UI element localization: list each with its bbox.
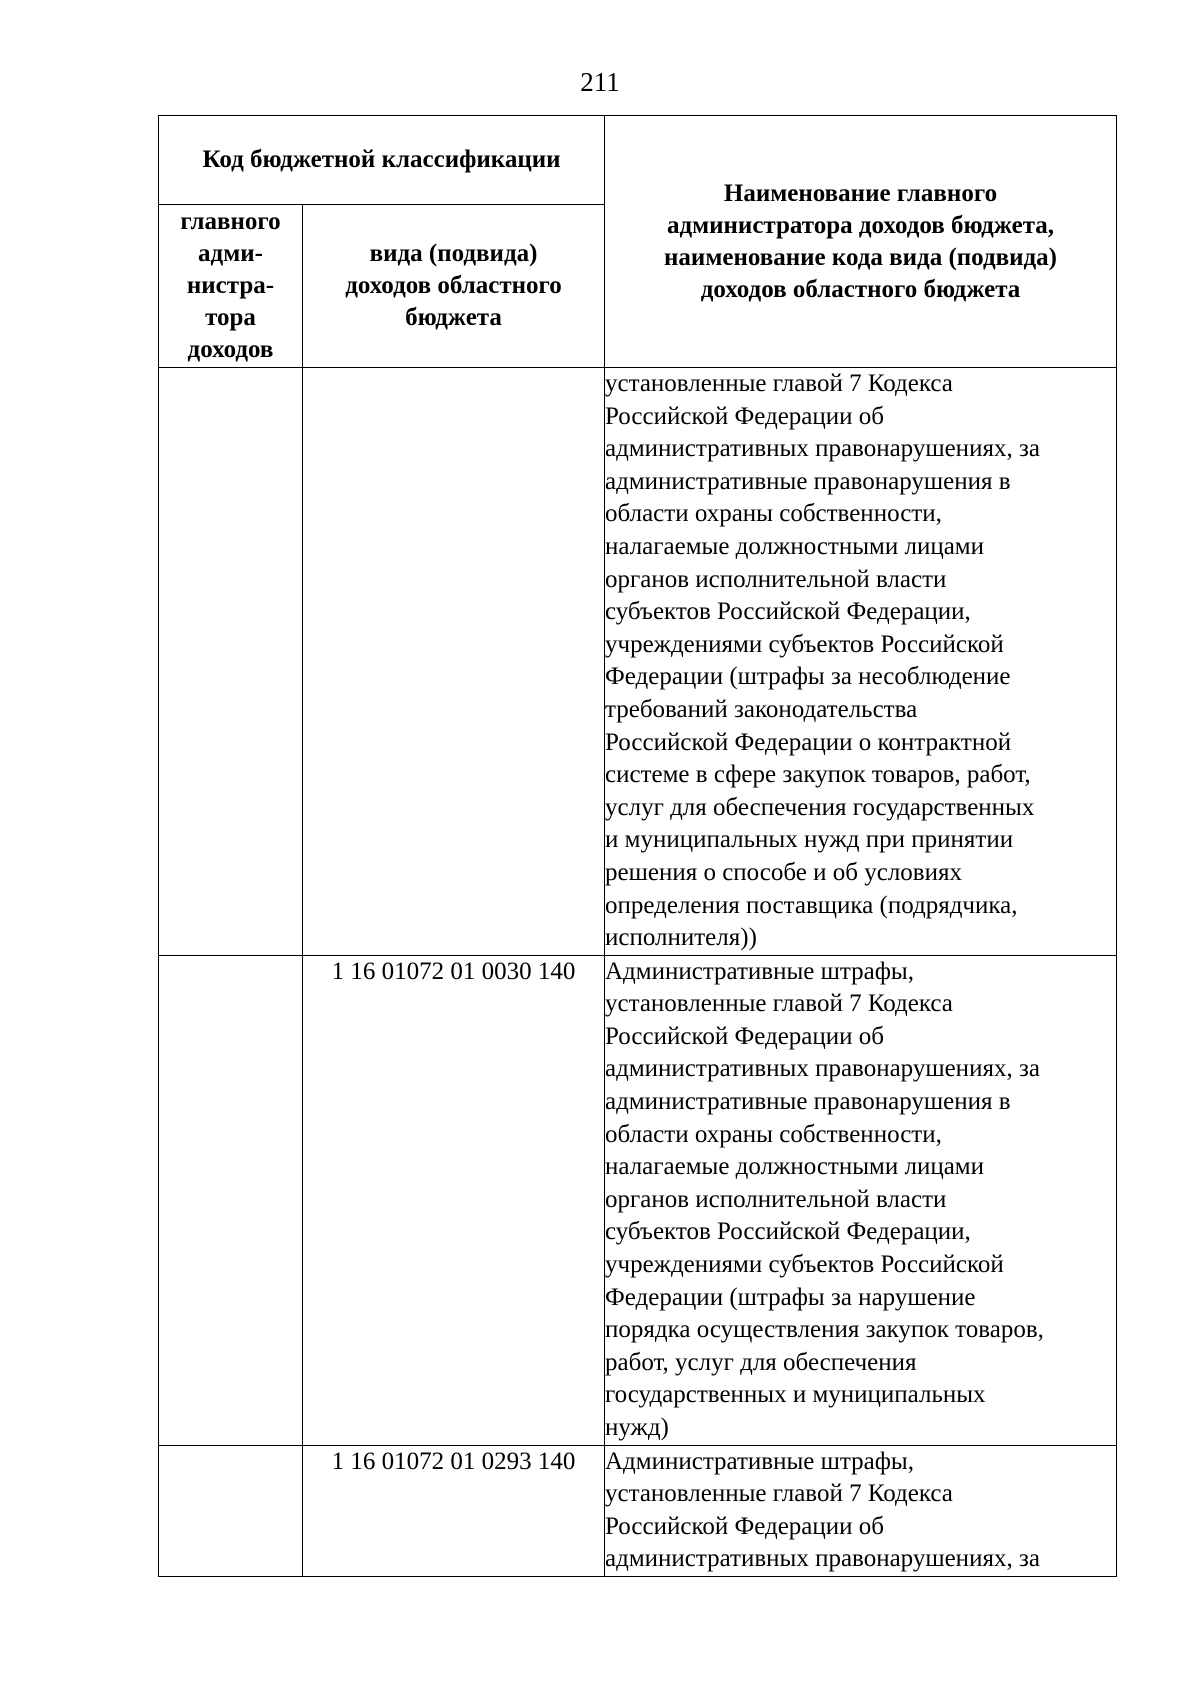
admin-code-cell bbox=[159, 1445, 303, 1576]
income-name-line: субъектов Российской Федерации, bbox=[605, 598, 971, 626]
table-body bbox=[159, 368, 1117, 1577]
header-admin-line: нистра- bbox=[186, 272, 275, 299]
header-name-line: доходов областного бюджета bbox=[700, 275, 1021, 303]
income-name-line: административных правонарушениях, за bbox=[605, 435, 1040, 463]
income-name-line: области охраны собственности, bbox=[605, 1120, 942, 1148]
header-admin-line: адми- bbox=[198, 240, 263, 267]
income-code-cell bbox=[303, 368, 605, 956]
income-name-line: субъектов Российской Федерации, bbox=[605, 1218, 971, 1246]
income-name-line: органов исполнительной власти bbox=[605, 1185, 947, 1213]
header-name-line: Наименование главного bbox=[723, 179, 998, 207]
income-name-line: Административные штрафы, bbox=[605, 1447, 914, 1475]
income-name-line: Федерации (штрафы за несоблюдение bbox=[605, 663, 1011, 691]
income-name-line: услуг для обеспечения государственных bbox=[605, 793, 1035, 821]
income-name-line: Российской Федерации об bbox=[605, 1022, 884, 1050]
income-name-line: требований законодательства bbox=[605, 695, 918, 723]
income-name-line: Российской Федерации об bbox=[605, 1512, 884, 1540]
income-name-line: порядка осуществления закупок товаров, bbox=[605, 1316, 1044, 1344]
income-name-line: нужд) bbox=[605, 1414, 669, 1441]
income-name-line: Российской Федерации о контрактной bbox=[605, 728, 1012, 756]
income-name-line: установленные главой 7 Кодекса bbox=[605, 370, 953, 397]
income-name-line: учреждениями субъектов Российской bbox=[605, 1251, 1004, 1279]
header-name-line: наименование кода вида (подвида) bbox=[664, 243, 1057, 271]
income-name-line: определения поставщика (подрядчика, bbox=[605, 891, 1018, 919]
income-name-line: и муниципальных нужд при принятии bbox=[605, 826, 1014, 854]
income-name-line: административных правонарушениях, за bbox=[605, 1545, 1040, 1573]
header-code-group: Код бюджетной классификации bbox=[159, 116, 605, 205]
income-code-cell: 1 16 01072 01 0030 140 bbox=[303, 955, 605, 1445]
income-name-line: решения о способе и об условиях bbox=[605, 858, 962, 886]
income-name-line: установленные главой 7 Кодекса bbox=[605, 990, 953, 1018]
header-name-line: администратора доходов бюджета, bbox=[666, 211, 1055, 239]
header-code-line: доходов областного bbox=[345, 272, 562, 299]
income-name-line: Федерации (штрафы за нарушение bbox=[605, 1283, 976, 1311]
income-name-cell bbox=[605, 1445, 1117, 1576]
admin-code-cell bbox=[159, 368, 303, 956]
table-row bbox=[159, 955, 1117, 1445]
income-name-line: Российской Федерации об bbox=[605, 402, 884, 430]
income-name-line: работ, услуг для обеспечения bbox=[605, 1348, 917, 1376]
header-admin-column bbox=[159, 205, 303, 368]
income-name-line: административные правонарушения в bbox=[605, 1088, 1011, 1116]
income-name-line: налагаемые должностными лицами bbox=[605, 1153, 984, 1181]
admin-code-cell bbox=[159, 955, 303, 1445]
header-admin-line: главного bbox=[180, 208, 281, 235]
income-name-line: системе в сфере закупок товаров, работ, bbox=[605, 761, 1031, 789]
income-code-cell: 1 16 01072 01 0293 140 bbox=[303, 1445, 605, 1576]
table-header bbox=[159, 116, 1117, 368]
income-name-line: исполнителя)) bbox=[605, 924, 757, 952]
header-code-line: вида (подвида) bbox=[369, 240, 538, 267]
header-code-line: бюджета bbox=[405, 304, 502, 331]
income-name-line: области охраны собственности, bbox=[605, 500, 942, 528]
budget-classification-table bbox=[158, 115, 1117, 1577]
income-name-line: органов исполнительной власти bbox=[605, 565, 947, 593]
income-name-line: установленные главой 7 Кодекса bbox=[605, 1480, 953, 1508]
income-name-cell bbox=[605, 955, 1117, 1445]
header-name-column bbox=[605, 116, 1117, 368]
income-name-line: административные правонарушения в bbox=[605, 467, 1011, 495]
income-name-line: административных правонарушениях, за bbox=[605, 1055, 1040, 1083]
income-name-line: Административные штрафы, bbox=[605, 957, 914, 985]
page-number: 211 bbox=[580, 67, 620, 97]
income-name-line: государственных и муниципальных bbox=[605, 1381, 986, 1409]
income-name-cell bbox=[605, 368, 1117, 956]
income-name-line: учреждениями субъектов Российской bbox=[605, 630, 1004, 658]
header-code-column bbox=[303, 205, 605, 368]
header-admin-line: доходов bbox=[187, 336, 274, 363]
header-admin-line: тора bbox=[205, 304, 256, 331]
table-row bbox=[159, 1445, 1117, 1576]
income-name-line: налагаемые должностными лицами bbox=[605, 532, 984, 560]
table-row bbox=[159, 368, 1117, 956]
